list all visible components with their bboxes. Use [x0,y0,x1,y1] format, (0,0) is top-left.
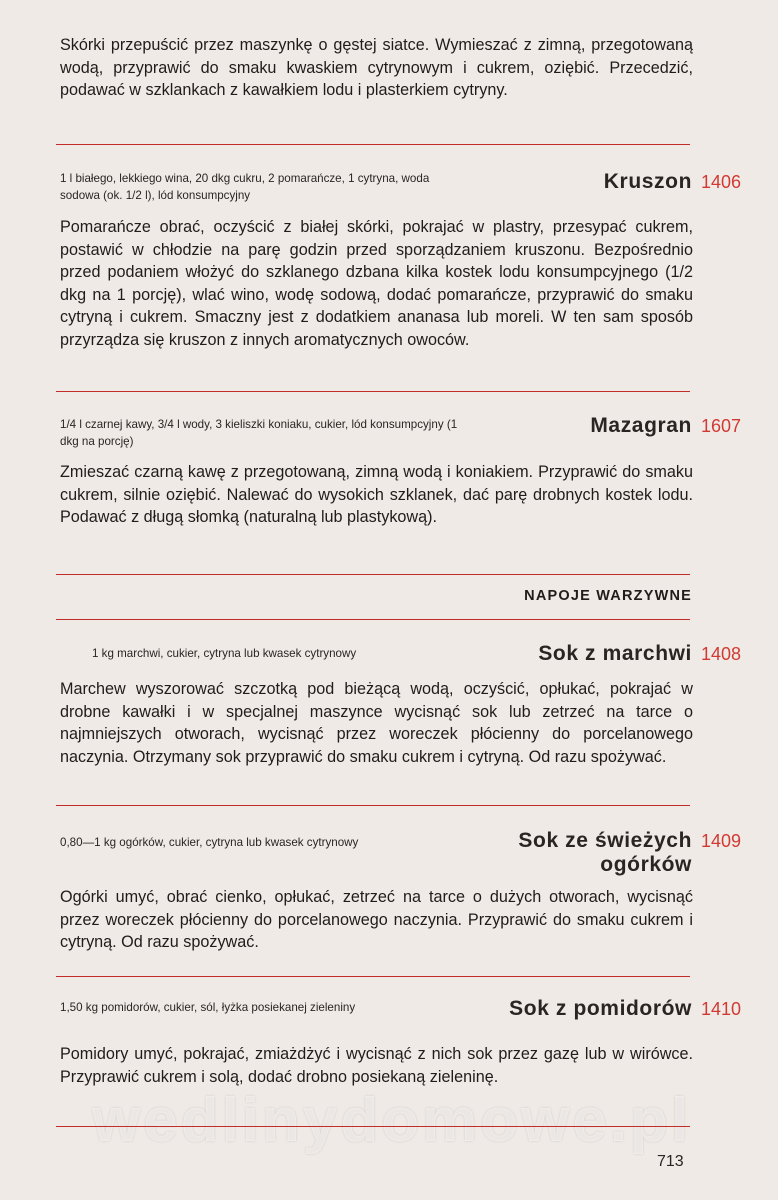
recipe-number-marchew: 1408 [701,644,742,664]
ingredients-marchew: 1 kg marchwi, cukier, cytryna lub kwasek cytrynowy [92,647,357,660]
recipe-title-kruszon: Kruszon [603,170,692,193]
divider-rule [56,1126,690,1127]
recipe-text-marchew: Marchew wyszorować szczotką pod bieżącą wodą, oczyścić, opłukać, pokrajać w drobne kawałki i w specjalnej maszynce wycisnąć sok lub zetrzeć na tarce o najmniejszych otworach, wycisnąć przez woreczek płócienny do porcelanowego naczynia. Otrzymany sok przyprawić do smaku cukrem i cytryną. Od razu spożywać. [60,680,693,766]
page-number: 713 [657,1153,684,1170]
divider-rule [56,805,690,806]
recipe-title-mazagran: Mazagran [590,414,692,437]
recipe-title-pomidory: Sok z pomidorów [509,997,692,1020]
watermark: wedlinydomowe.pl [92,1086,692,1155]
ingredients-mazagran: 1/4 l czarnej kawy, 3/4 l wody, 3 kieliszki koniaku, cukier, lód konsumpcyjny (1 dkg na porcję) [60,418,458,448]
ingredients-pomidory: 1,50 kg pomidorów, cukier, sól, łyżka posiekanej zieleniny [60,1001,356,1014]
recipe-number-ogorki: 1409 [701,831,742,851]
ingredients-ogorki: 0,80—1 kg ogórków, cukier, cytryna lub kwasek cytrynowy [60,836,359,849]
recipe-number-mazagran: 1607 [701,416,742,436]
recipe-text-kruszon: Pomarańcze obrać, oczyścić z białej skórki, pokrajać w plastry, przesypać cukrem, postawić w chłodzie na parę godzin przed sporządzaniem kruszonu. Bezpośrednio przed podaniem włożyć do szklanego dzbana kilka kostek lodu konsumpcyjnego (1/2 dkg na 1 porcję), wlać wino, wodę sodową, dodać pomarańcze, przyprawić do smaku cytryną i cukrem. Smaczny jest z dodatkiem ananasa lub moreli. W ten sam sposób przyrządza się kruszon z innych aromatycznych owoców. [60,218,693,349]
recipe-title-ogorki-line1: Sok ze świeżych [518,829,692,852]
recipe-text-ogorki: Ogórki umyć, obrać cienko, opłukać, zetrzeć na tarce o dużych otworach, wycisnąć przez woreczek płócienny do porcelanowego naczynia. Przyprawić do smaku cukrem i cytryną. Od razu spożywać. [60,888,693,951]
divider-rule [56,976,690,977]
divider-rule [56,574,690,575]
divider-rule [56,619,690,620]
recipe-text-mazagran: Zmieszać czarną kawę z przegotowaną, zimną wodą i koniakiem. Przyprawić do smaku cukrem, silnie oziębić. Nalewać do wysokich szklanek, dać parę drobnych kostek lodu. Podawać z długą słomką (naturalną lub plastykową). [60,463,693,526]
recipe-number-pomidory: 1410 [701,999,742,1019]
ingredients-kruszon: 1 l białego, lekkiego wina, 20 dkg cukru, 2 pomarańcze, 1 cytryna, woda sodowa (ok. 1/2 l), lód konsumpcyjny [60,172,430,202]
divider-rule [56,144,690,145]
divider-rule [56,391,690,392]
recipe-text-pomidory: Pomidory umyć, pokrajać, zmiażdżyć i wycisnąć z nich sok przez gazę lub w wirówce. Przyprawić cukrem i solą, dodać drobno posiekaną zieleninę. [60,1045,693,1086]
recipe-title-ogorki-line2: ogórków [600,853,692,876]
recipe-title-marchew: Sok z marchwi [538,642,692,665]
section-heading: NAPOJE WARZYWNE [524,588,692,604]
intro-paragraph: Skórki przepuścić przez maszynkę o gęstej siatce. Wymieszać z zimną, przegotowaną wodą, przyprawić do smaku kwaskiem cytrynowym i cukrem, oziębić. Przecedzić, podawać w szklankach z kawałkiem lodu i plasterkiem cytryny. [60,36,693,99]
recipe-title-ogorki [518,829,692,877]
recipe-number-kruszon: 1406 [701,172,742,192]
